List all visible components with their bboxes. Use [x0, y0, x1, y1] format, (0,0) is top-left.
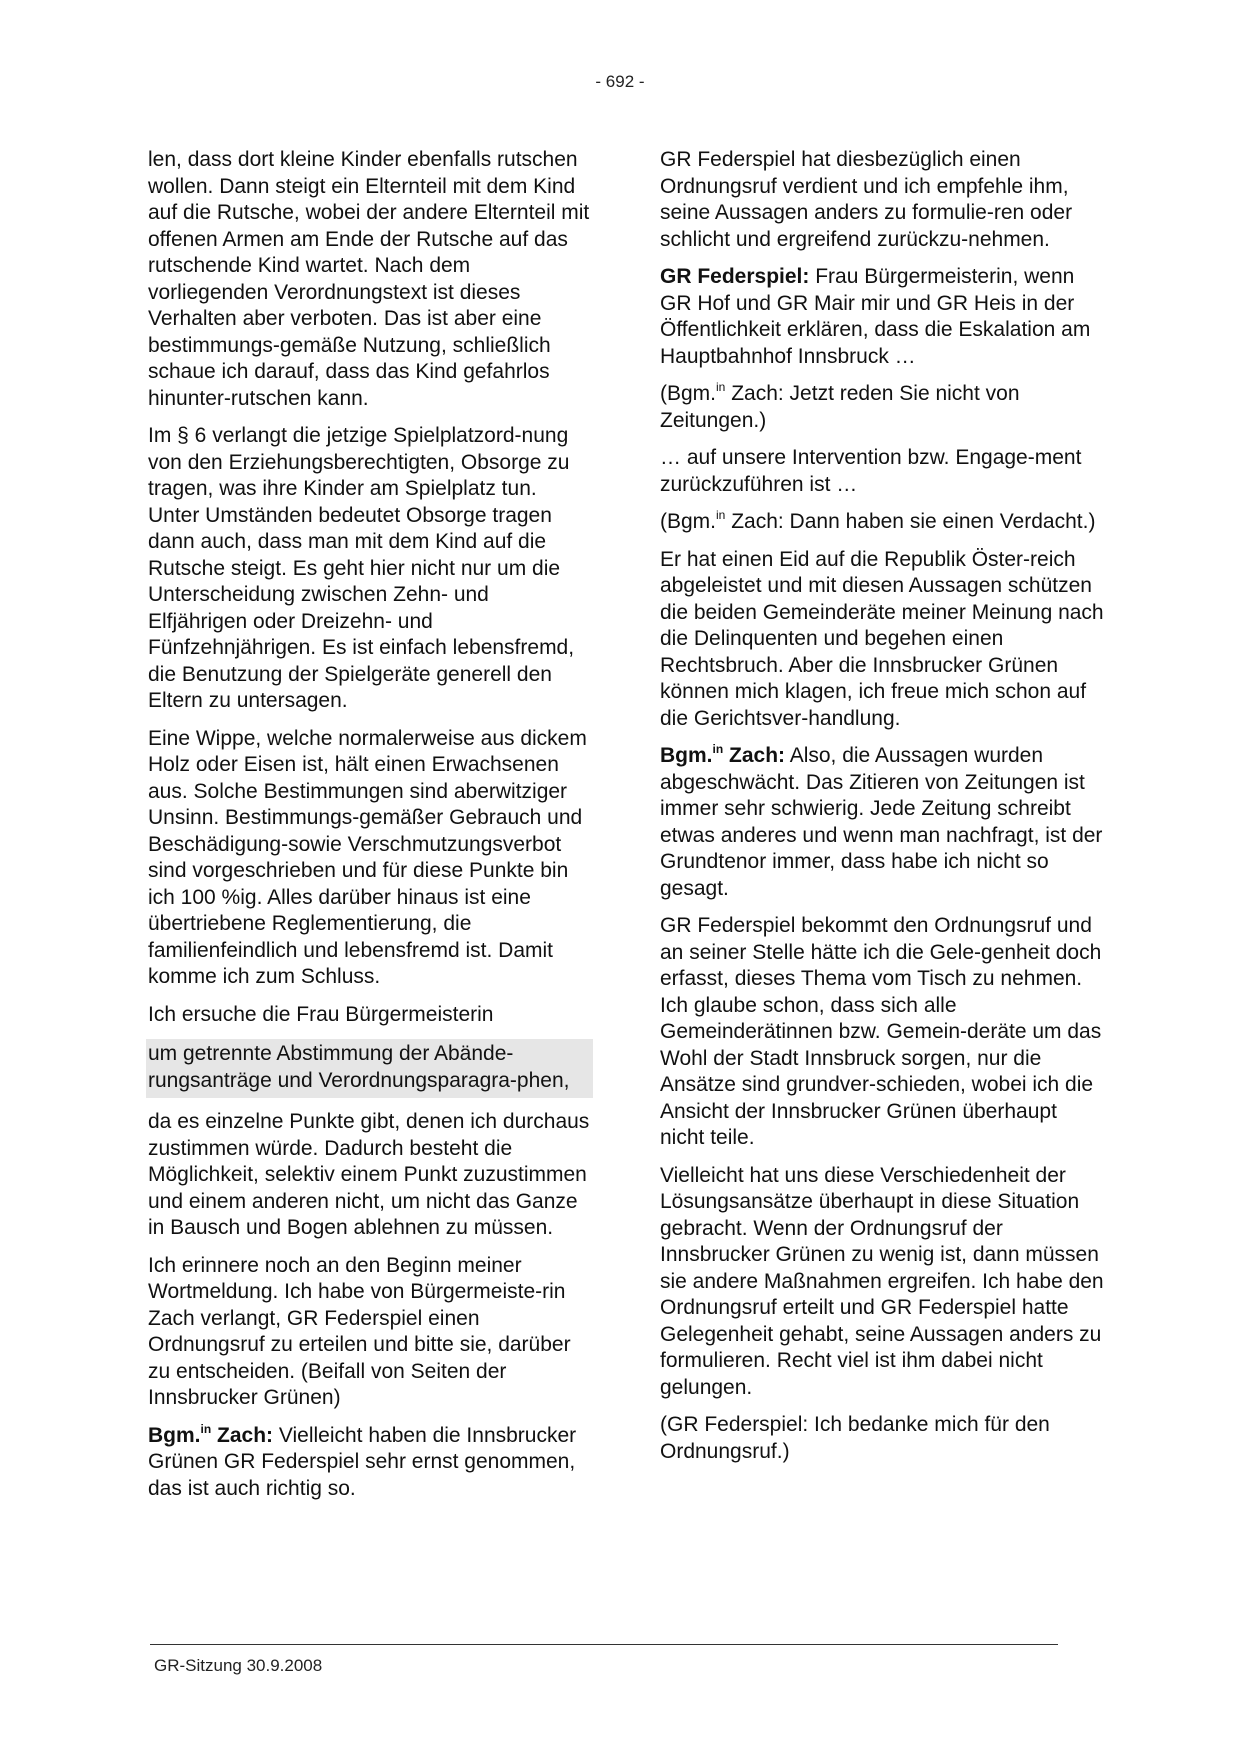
speech-text: Frau Bürgermeisterin, wenn GR Hof und GR Mair mir und GR Heis in der Öffentlichkeit erklären, dass die Eskalation am Hauptbahnhof Innsbruck …	[660, 265, 1091, 368]
left-column	[148, 147, 593, 1513]
speaker-title: Bgm.	[148, 1423, 201, 1447]
paragraph: len, dass dort kleine Kinder ebenfalls rutschen wollen. Dann steigt ein Elternteil mit dem Kind auf die Rutsche, wobei der andere Elternteil mit offenen Armen am Ende der Rutsche auf das rutschende Kind wartet. Nach dem vorliegenden Verordnungstext ist dieses Verhalten aber verboten. Das ist aber eine bestimmungs-gemäße Nutzung, schließlich schaue ich darauf, dass das Kind gefahrlos hinunter-rutschen kann.	[148, 148, 590, 410]
paragraph: GR Federspiel hat diesbezüglich einen Ordnungsruf verdient und ich empfehle ihm, seine Aussagen anders zu formulie-ren oder schlicht und ergreifend zurückzu-nehmen.	[660, 148, 1073, 251]
interjection-text: Zach: Jetzt reden Sie nicht von Zeitungen.)	[660, 382, 1020, 432]
interjection-text: Zach: Dann haben sie einen Verdacht.)	[725, 510, 1096, 533]
interjection	[660, 381, 1105, 434]
speech-text: Vielleicht haben die Innsbrucker Grünen GR Federspiel sehr ernst genommen, das ist auch richtig so.	[148, 1423, 577, 1500]
speaker-surname: Zach:	[723, 744, 786, 767]
speaker-suffix: in	[200, 1421, 212, 1436]
paragraph: Er hat einen Eid auf die Republik Öster-reich abgeleistet und mit diesen Aussagen schützen die beiden Gemeinderäte meiner Meinung nach die Delinquenten und begehen einen Rechtsbruch. Aber die Innsbrucker Grünen können mich klagen, ich freue mich schon auf die Gerichtsver-handlung.	[660, 547, 1104, 730]
speaker-name: GR Federspiel:	[660, 265, 810, 288]
page-number: - 692 -	[595, 72, 645, 91]
footer-session-date: GR-Sitzung 30.9.2008	[154, 1656, 323, 1675]
interjection-speaker: (Bgm.	[660, 382, 717, 405]
interjection	[660, 509, 1105, 536]
speaker-name	[148, 1421, 274, 1447]
highlighted-motion: um getrennte Abstimmung der Abände-rungsanträge und Verordnungsparagra-phen,	[146, 1039, 593, 1098]
speaker-paragraph	[660, 264, 1105, 370]
speaker-suffix: in	[712, 742, 724, 756]
paragraph: Ich ersuche die Frau Bürgermeisterin	[148, 1002, 494, 1026]
speech-text: Also, die Aussagen wurden abgeschwächt. Das Zitieren von Zeitungen ist immer sehr schwierig. Jede Zeitung schreibt etwas anderes und wenn man nachfragt, ist der Grundtenor immer, dass habe ich nicht so gesagt.	[660, 744, 1103, 900]
paragraph: … auf unsere Intervention bzw. Engage-ment zurückzuführen ist …	[660, 446, 1082, 496]
footer-divider	[150, 1644, 1058, 1645]
speaker-surname: Zach:	[211, 1423, 274, 1447]
speaker-paragraph	[660, 743, 1105, 902]
paragraph: Vielleicht hat uns diese Verschiedenheit der Lösungsansätze überhaupt in diese Situation gebracht. Wenn der Ordnungsruf der Innsbrucker Grünen zu wenig ist, dann müssen sie andere Maßnahmen ergreifen. Ich habe den Ordnungsruf erteilt und GR Federspiel hatte Gelegenheit gehabt, seine Aussagen anders zu formulieren. Recht viel ist ihm dabei nicht gelungen.	[660, 1163, 1104, 1399]
speaker-paragraph	[148, 1423, 593, 1503]
paragraph: Im § 6 verlangt die jetzige Spielplatzord-nung von den Erziehungsberechtigten, Obsorge zu tragen, was ihre Kinder am Spielplatz tun. Unter Umständen bedeutet Obsorge tragen dann auch, dass man mit dem Kind auf die Rutsche steigt. Es geht hier nicht nur um die Unterscheidung zwischen Zehn- und Elfjährigen oder Dreizehn- und Fünfzehnjährigen. Es ist einfach lebensfremd, die Benutzung der Spielgeräte generell den Eltern zu untersagen.	[148, 424, 575, 712]
speaker-suffix: in	[716, 380, 726, 394]
speaker-title: Bgm.	[660, 744, 713, 767]
paragraph: Ich erinnere noch an den Beginn meiner Wortmeldung. Ich habe von Bürgermeiste-rin Zach verlangt, GR Federspiel einen Ordnungsruf zu erteilen und bitte sie, darüber zu entscheiden. (Beifall von Seiten der Innsbrucker Grünen)	[148, 1253, 571, 1409]
paragraph: GR Federspiel bekommt den Ordnungsruf und an seiner Stelle hätte ich die Gele-genheit doch erfasst, dieses Thema vom Tisch zu nehmen. Ich glaube schon, dass sich alle Gemeinderätinnen bzw. Gemein-deräte um das Wohl der Stadt Innsbruck sorgen, nur die Ansätze sind grundver-schieden, wobei ich die Ansicht der Innsbrucker Grünen überhaupt nicht teile.	[660, 914, 1102, 1149]
right-column	[660, 147, 1105, 1476]
paragraph: da es einzelne Punkte gibt, denen ich durchaus zustimmen würde. Dadurch besteht die Möglichkeit, selektiv einem Punkt zuzustimmen und einem anderen nicht, um nicht das Ganze in Bausch und Bogen ablehnen zu müssen.	[148, 1110, 590, 1239]
interjection: (GR Federspiel: Ich bedanke mich für den Ordnungsruf.)	[660, 1413, 1050, 1463]
paragraph: Eine Wippe, welche normalerweise aus dickem Holz oder Eisen ist, hält einen Erwachsenen aus. Solche Bestimmungen sind aberwitziger Unsinn. Bestimmungs-gemäßer Gebrauch und Beschädigung-sowie Verschmutzungsverbot sind vorgeschrieben und für diese Punkte bin ich 100 %ig. Alles darüber hinaus ist eine übertriebene Reglementierung, die familienfeindlich und lebensfremd ist. Damit komme ich zum Schluss.	[148, 726, 587, 988]
speaker-name	[660, 744, 785, 767]
interjection-speaker: (Bgm.	[660, 510, 717, 533]
speaker-suffix: in	[716, 508, 726, 522]
